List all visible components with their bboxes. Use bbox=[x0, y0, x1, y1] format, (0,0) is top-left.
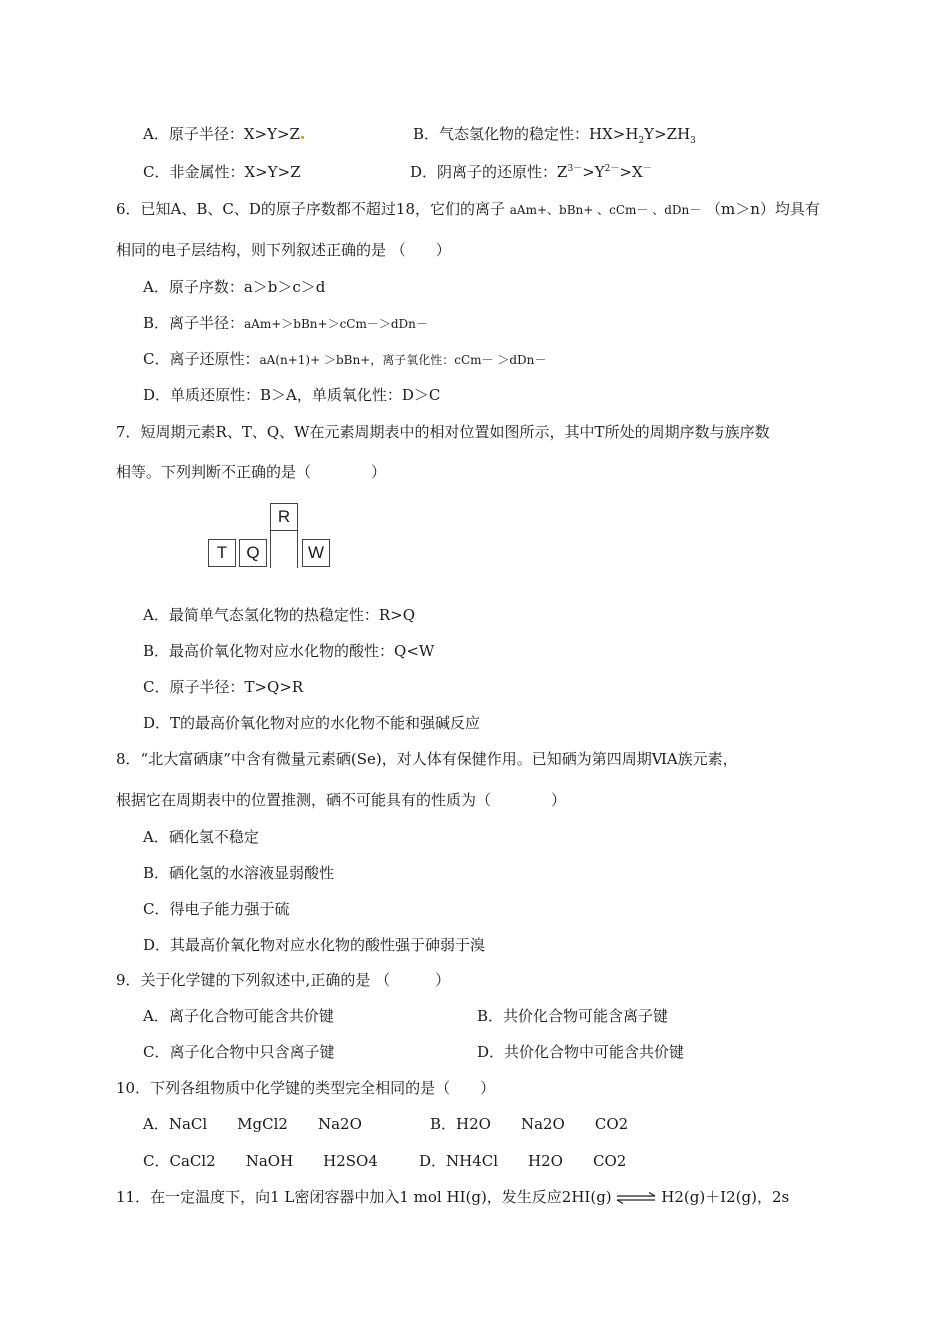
cell-w: W bbox=[302, 539, 330, 567]
q7-option-d: D．T的最高价氧化物对应的水化物不能和强碱反应 bbox=[143, 714, 481, 732]
q9-option-c: C．离子化合物中只含离子键 bbox=[143, 1043, 335, 1061]
cell-t: T bbox=[208, 539, 236, 567]
subscript: 2 bbox=[638, 136, 645, 146]
q6-option-b-expr: aAm+＞bBn+＞cCm－＞dDn－ bbox=[244, 317, 428, 331]
q11-stem-text: 11．在一定温度下，向1 L密闭容器中加入1 mol HI(g)，发生反应2HI(g) bbox=[116, 1188, 612, 1206]
q7-option-a: A．最简单气态氢化物的热稳定性：R>Q bbox=[143, 606, 415, 624]
decorative-dot bbox=[301, 136, 304, 139]
q6-stem-text: 6．已知A、B、C、D的原子序数都不超过18，它们的离子 bbox=[116, 200, 505, 218]
q11-stem bbox=[116, 1187, 789, 1207]
q5-option-d-text: >X bbox=[619, 163, 643, 181]
cell-r: R bbox=[270, 503, 298, 531]
q9-option-a: A．离子化合物可能含共价键 bbox=[143, 1007, 334, 1025]
cell-q: Q bbox=[239, 539, 267, 567]
q10-option-b: B．H2O Na2O CO2 bbox=[430, 1115, 629, 1133]
q10-stem: 10．下列各组物质中化学键的类型完全相同的是（ ） bbox=[116, 1079, 496, 1097]
q7-stem-line2: 相等。下列判断不正确的是（ ） bbox=[116, 463, 387, 481]
q10-option-a: A．NaCl MgCl2 Na2O bbox=[143, 1115, 362, 1133]
equilibrium-arrow-icon bbox=[616, 1192, 656, 1204]
q7-option-b: B．最高价氧化物对应水化物的酸性：Q<W bbox=[143, 642, 435, 660]
q6-stem-line2: 相同的电子层结构，则下列叙述正确的是 （ ） bbox=[116, 241, 451, 259]
q6-option-c-text: C．离子还原性： bbox=[143, 350, 260, 368]
q7-stem-line1: 7．短周期元素R、T、Q、W在元素周期表中的相对位置如图所示，其中T所处的周期序数与族序数 bbox=[116, 423, 770, 441]
q6-option-b-text: B．离子半径： bbox=[143, 314, 245, 332]
q8-stem-line2: 根据它在周期表中的位置推测，硒不可能具有的性质为（ ） bbox=[116, 791, 567, 809]
q6-option-c-expr: aA(n+1)+ ＞bBn+，离子氧化性：cCm－ ＞dDn－ bbox=[259, 353, 547, 367]
superscript: － bbox=[642, 164, 652, 174]
q11-stem-text: H2(g)＋I2(g)，2s bbox=[661, 1188, 790, 1206]
subscript: 3 bbox=[690, 136, 696, 146]
q8-option-a: A．硒化氢不稳定 bbox=[143, 828, 259, 846]
q6-option-a: A．原子序数：a＞b＞c＞d bbox=[143, 278, 326, 296]
q8-option-d: D．其最高价氧化物对应水化物的酸性强于砷弱于溴 bbox=[143, 936, 486, 954]
q10-option-c: C．CaCl2 NaOH H2SO4 bbox=[143, 1152, 378, 1170]
q5-option-d-text: D．阴离子的还原性：Z bbox=[410, 163, 568, 181]
q5-option-b-text: B．气态氢化物的稳定性：HX>H bbox=[413, 125, 639, 143]
cell-gap-outline bbox=[270, 530, 298, 568]
q5-option-d-text: >Y bbox=[582, 163, 605, 181]
q6-ions: aAm+、bBn+ 、cCm－ 、dDn－ bbox=[509, 203, 702, 217]
q5-option-b-text: Y>ZH bbox=[644, 125, 691, 143]
q10-option-d: D．NH4Cl H2O CO2 bbox=[419, 1152, 627, 1170]
superscript: 2－ bbox=[604, 164, 620, 174]
superscript: 3－ bbox=[567, 164, 583, 174]
q8-option-c: C．得电子能力强于硫 bbox=[143, 900, 290, 918]
q6-option-c bbox=[143, 349, 546, 370]
periodic-table-figure bbox=[208, 503, 332, 569]
q6-stem-line1 bbox=[116, 199, 820, 220]
q5-option-a-text: A．原子半径：X>Y>Z bbox=[143, 125, 300, 143]
q6-option-d: D．单质还原性：B＞A，单质氧化性：D＞C bbox=[143, 386, 441, 404]
q5-option-b bbox=[413, 124, 696, 144]
q8-option-b: B．硒化氢的水溶液显弱酸性 bbox=[143, 864, 335, 882]
q7-option-c: C．原子半径：T>Q>R bbox=[143, 678, 304, 696]
q6-condition: （m＞n）均具有 bbox=[706, 200, 820, 218]
q5-option-d bbox=[410, 162, 652, 182]
q6-option-b bbox=[143, 313, 428, 334]
q9-option-b: B．共价化合物可能含离子键 bbox=[477, 1007, 669, 1025]
q9-stem: 9．关于化学键的下列叙述中,正确的是 （ ） bbox=[116, 971, 451, 989]
q8-stem-line1: 8．“北大富硒康”中含有微量元素硒(Se)，对人体有保健作用。已知硒为第四周期ⅥA族元素， bbox=[116, 750, 738, 768]
q5-option-a bbox=[143, 124, 305, 144]
q5-option-c: C．非金属性：X>Y>Z bbox=[143, 163, 301, 181]
q9-option-d: D．共价化合物中可能含共价键 bbox=[477, 1043, 685, 1061]
